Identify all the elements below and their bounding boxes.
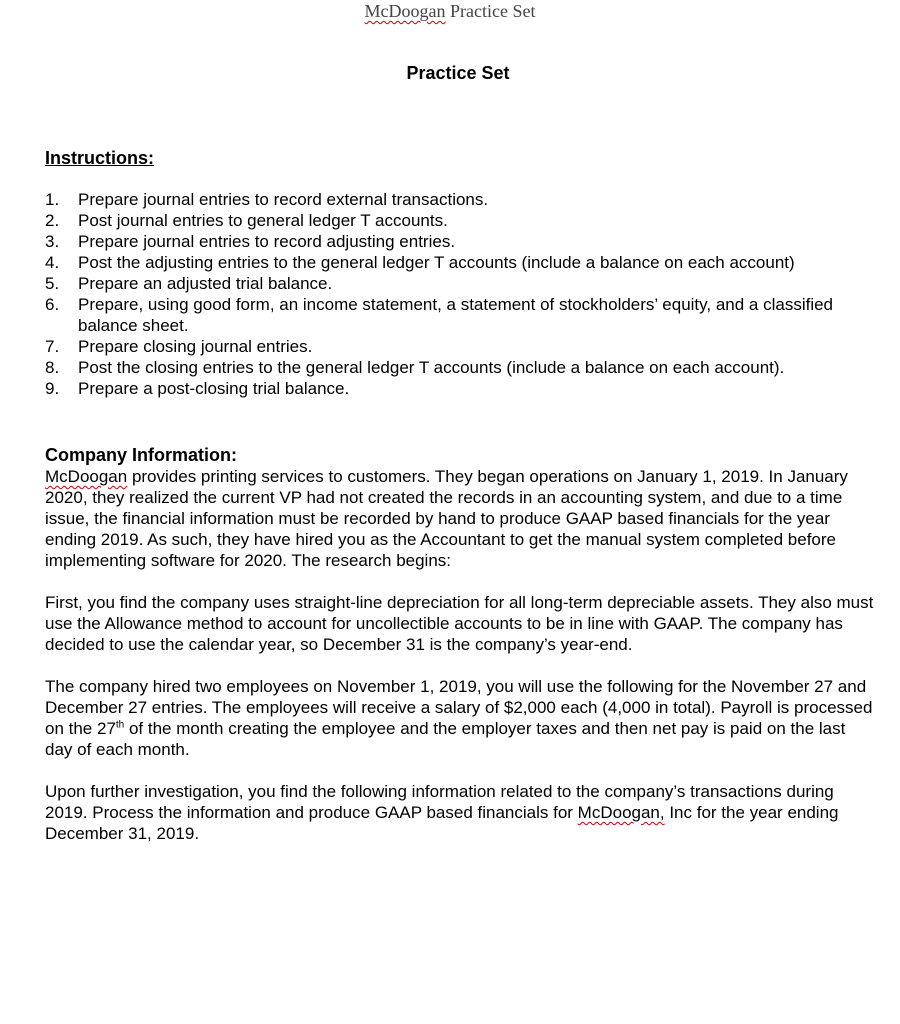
- instructions-heading: Instructions:: [45, 148, 155, 168]
- list-item: [45, 189, 875, 210]
- list-item-number: 1.: [45, 190, 60, 209]
- list-item: [45, 252, 875, 273]
- list-item-number: 6.: [45, 295, 60, 314]
- page-title: Practice Set: [406, 63, 510, 83]
- list-item: [45, 336, 875, 357]
- investigation-text-start: Upon further investigation, you find the following information related to the company’s transactions during 2019. Process the information and produce GAAP based financials for: [45, 782, 834, 822]
- company-information-section: [45, 445, 875, 865]
- company-paragraph-investigation: [45, 781, 875, 844]
- header-rest: Practice Set: [445, 1, 536, 21]
- header-brand: McDoogan: [364, 1, 446, 21]
- document-header: [0, 0, 900, 22]
- instructions-list: [45, 189, 875, 399]
- list-item-text: Post the closing entries to the general ledger T accounts (include a balance on each account).: [78, 358, 785, 377]
- list-item-text: Prepare journal entries to record adjusting entries.: [78, 232, 456, 251]
- list-item-number: 7.: [45, 337, 60, 356]
- list-item-text: Post the adjusting entries to the general ledger T accounts (include a balance on each account): [78, 253, 795, 272]
- intro-text: provides printing services to customers. They began operations on January 1, 2019. In January 2020, they realized the current VP had not created the records in an accounting system, and due to a time issue, the financial information must be recorded by hand to produce GAAP based financials for the year ending 2019. As such, they have hired you as the Accountant to get the manual system completed before implementing software for 2020. The research begins:: [45, 467, 848, 570]
- payroll-text-start: The company hired two employees on November 1, 2019, you will use the following for the November 27 and December 27 entries. The employees will receive a salary of $2,000 each (4,000 in total). Payroll is processed on the 27: [45, 677, 873, 738]
- list-item: [45, 210, 875, 231]
- company-paragraph-payroll: [45, 676, 875, 760]
- list-item-text: Prepare a post-closing trial balance.: [78, 379, 350, 398]
- company-information-heading: Company Information:: [45, 445, 237, 465]
- list-item-number: 5.: [45, 274, 60, 293]
- list-item: [45, 294, 875, 336]
- list-item-number: 2.: [45, 211, 60, 230]
- payroll-text-end: of the month creating the employee and the employer taxes and then net pay is paid on the last day of each month.: [45, 719, 846, 759]
- company-paragraph-depreciation: First, you find the company uses straight-line depreciation for all long-term depreciable assets. They also must use the Allowance method to account for uncollectible accounts to be in line with GAAP. The company has decided to use the calendar year, so December 31 is the company’s year-end.: [45, 593, 874, 654]
- investigation-text-end: Inc for the year ending December 31, 2019.: [45, 803, 839, 843]
- list-item-text: Prepare journal entries to record external transactions.: [78, 190, 489, 209]
- ordinal-suffix: th: [115, 719, 125, 731]
- list-item-text: Prepare closing journal entries.: [78, 337, 313, 356]
- list-item-text: Post journal entries to general ledger T accounts.: [78, 211, 448, 230]
- list-item-text: Prepare, using good form, an income statement, a statement of stockholders’ equity, and a classified balance sheet.: [78, 295, 834, 335]
- list-item-number: 3.: [45, 232, 60, 251]
- company-name: McDoogan: [45, 467, 128, 486]
- list-item-number: 4.: [45, 253, 60, 272]
- list-item-number: 9.: [45, 379, 60, 398]
- list-item-text: Prepare an adjusted trial balance.: [78, 274, 333, 293]
- list-item: [45, 357, 875, 378]
- company-name: McDoogan,: [577, 803, 665, 822]
- company-paragraph-intro: [45, 466, 875, 571]
- list-item: [45, 273, 875, 294]
- list-item: [45, 378, 875, 399]
- list-item: [45, 231, 875, 252]
- list-item-number: 8.: [45, 358, 60, 377]
